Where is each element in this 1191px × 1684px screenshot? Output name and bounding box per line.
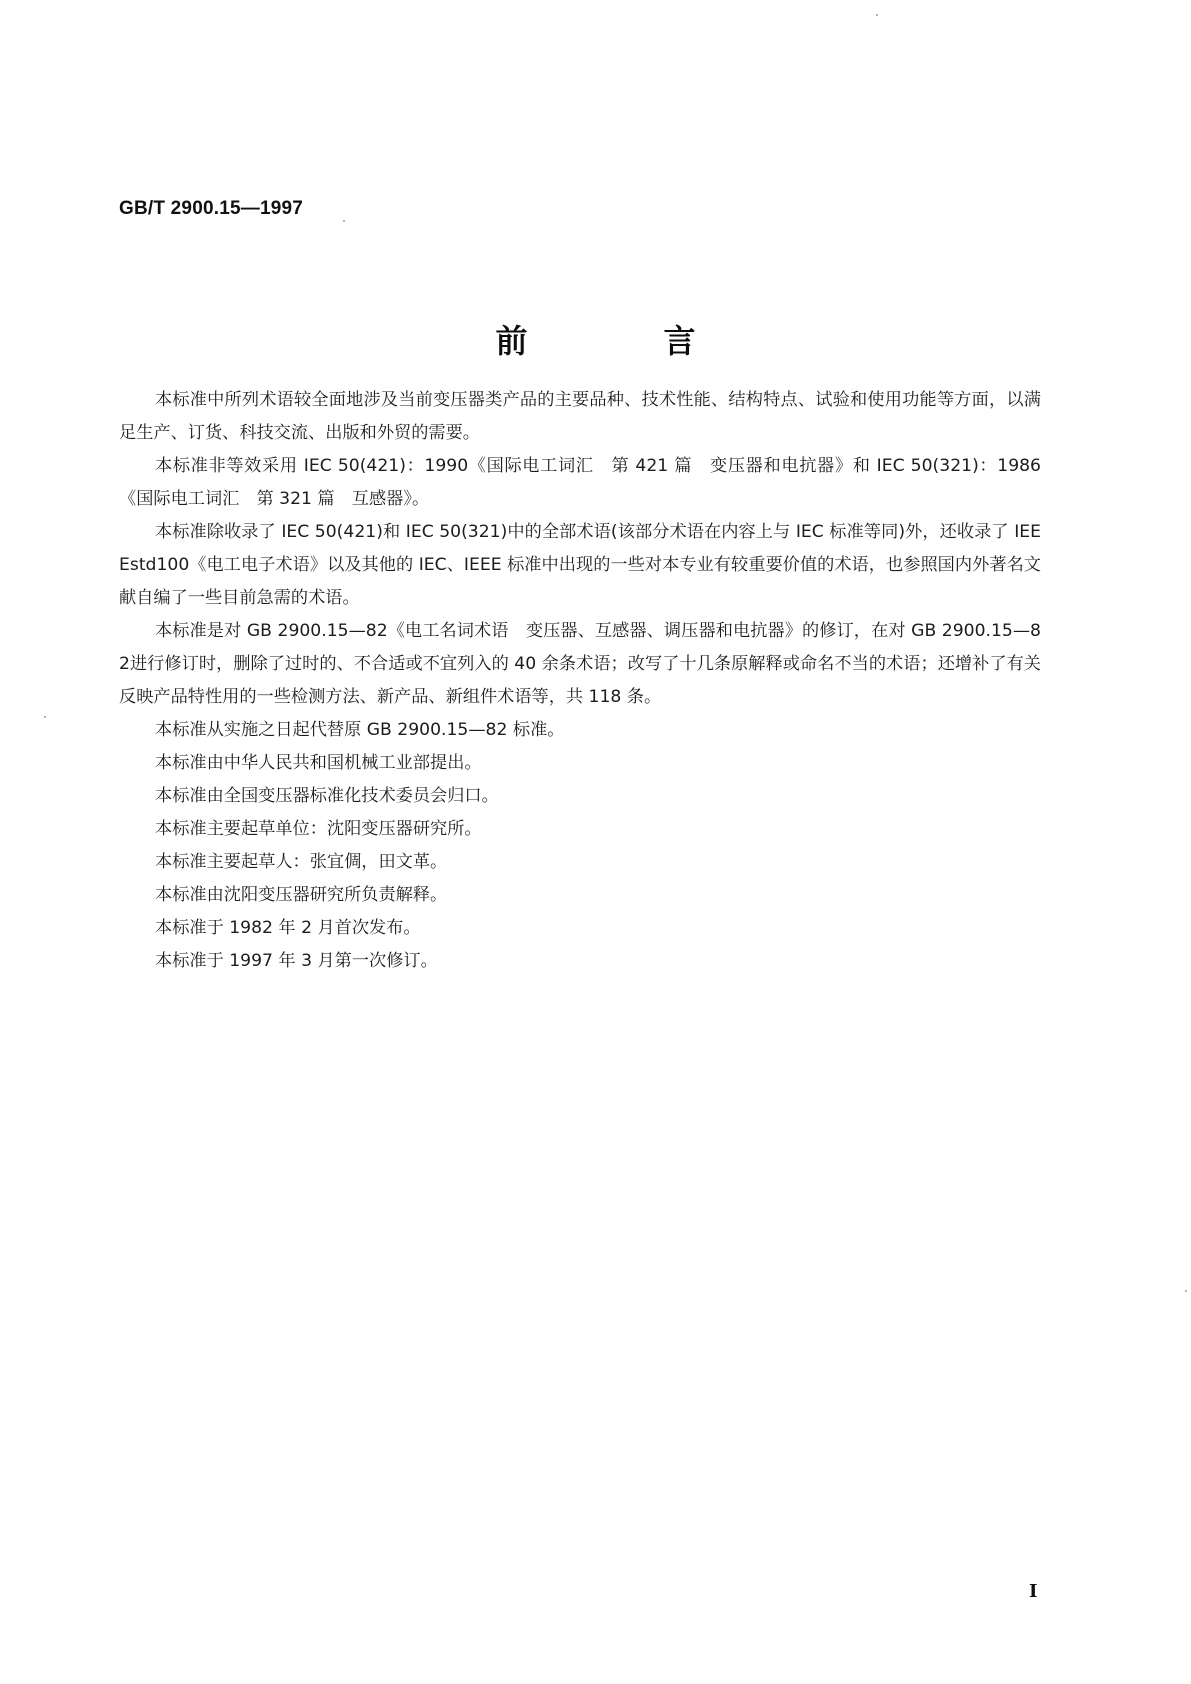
paragraph-adoption: 本标准非等效采用 IEC 50(421)：1990《国际电工词汇 第 421 篇 变压器和电抗器》和 IEC 50(321)：1986《国际电工词汇 第 321 篇 互感器》。: [119, 456, 1041, 509]
scan-speck: [44, 716, 46, 718]
scan-speck: [343, 220, 345, 222]
page-number: I: [1029, 1581, 1038, 1602]
page-title: 前 言: [495, 322, 748, 360]
paragraph-drafting-unit: 本标准主要起草单位：沈阳变压器研究所。: [155, 819, 482, 839]
standard-code: GB/T 2900.15—1997: [119, 198, 304, 219]
foreword-body: [119, 384, 1041, 978]
paragraph-first-revision: 本标准于 1997 年 3 月第一次修订。: [155, 951, 438, 971]
paragraph-drafters: 本标准主要起草人：张宜倜，田文革。: [155, 852, 448, 872]
paragraph-first-release: 本标准于 1982 年 2 月首次发布。: [155, 918, 421, 938]
paragraph-scope: 本标准中所列术语较全面地涉及当前变压器类产品的主要品种、技术性能、结构特点、试验和使用功能等方面，以满足生产、订货、科技交流、出版和外贸的需要。: [119, 390, 1041, 443]
paragraph-committee: 本标准由全国变压器标准化技术委员会归口。: [155, 786, 499, 806]
scan-speck: [876, 14, 878, 16]
paragraph-interpretation: 本标准由沈阳变压器研究所负责解释。: [155, 885, 448, 905]
paragraph-proposer: 本标准由中华人民共和国机械工业部提出。: [155, 753, 482, 773]
paragraph-revision: 本标准是对 GB 2900.15—82《电工名词术语 变压器、互感器、调压器和电抗器》的修订，在对 GB 2900.15—82进行修订时，删除了过时的、不合适或不宜列入的 40 余条术语；改写了十几条原解释或命名不当的术语；还增补了有关反映产品特性用的一些检测方法、新产品、新组件术语等，共 118 条。: [119, 621, 1041, 707]
paragraph-content-sources: 本标准除收录了 IEC 50(421)和 IEC 50(321)中的全部术语(该部分术语在内容上与 IEC 标准等同)外，还收录了 IEEEstd100《电工电子术语》以及其他的 IEC、IEEE 标准中出现的一些对本专业有较重要价值的术语，也参照国内外著名文献自编了一些目前急需的术语。: [119, 522, 1041, 608]
paragraph-replacement: 本标准从实施之日起代替原 GB 2900.15—82 标准。: [155, 720, 565, 740]
scan-speck: [1185, 1290, 1187, 1292]
